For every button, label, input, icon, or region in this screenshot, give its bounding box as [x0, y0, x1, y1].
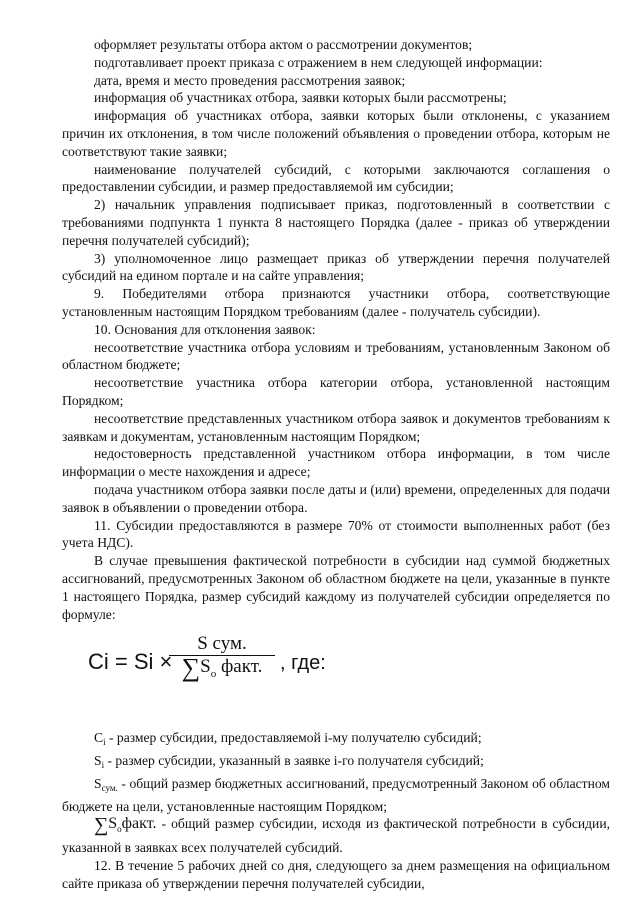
paragraph: несоответствие представленных участником отбора заявок и документов требованиям к заявкам и документам, установленным настоящим Порядком; — [62, 410, 610, 444]
document-page — [62, 36, 610, 893]
paragraph: несоответствие участника отбора категории отбора, установленной настоящим Порядком; — [62, 375, 610, 408]
paragraph: 9. Победителями отбора признаются участники отбора, соответствующие установленным настоящим Порядком требованиям (далее - получатель субсидии). — [62, 286, 610, 319]
paragraph: подготавливает проект приказа с отражением в нем следующей информации: — [94, 54, 543, 70]
formula-fraction — [167, 635, 277, 684]
formula-numerator: S сум. — [197, 633, 247, 655]
paragraph: 12. В течение 5 рабочих дней со дня, следующего за днем размещения на официальном сайте приказа об утверждении перечня получателей субсидии, — [62, 858, 610, 891]
formula-tail: , где: — [280, 652, 326, 675]
paragraph: 10. Основания для отклонения заявок: — [94, 321, 316, 337]
paragraph: 11. Субсидии предоставляются в размере 70% от стоимости выполненных работ (без учета НДС). — [62, 517, 610, 551]
paragraph: информация об участниках отбора, заявки которых были рассмотрены; — [94, 90, 507, 106]
legend-si: $S_i$ - размер субсидии, указанный в заявке i-го получателя субсидий; — [94, 753, 484, 771]
paragraph: несоответствие участника отбора условиям и требованиям, установленным Законом об областном бюджете; — [62, 339, 610, 373]
paragraph: информация об участниках отбора, заявки которых были отклонены, с указанием причин их отклонения, в том числе положений объявления о проведении отбора, которым не соответствуют такие заявки; — [62, 108, 610, 159]
legend-sum-fact: $\sum S_офакт$. - общий размер субсидии, исходя из фактической потребности в субсидии, указанной в заявках всех получателей субсидий. — [62, 814, 610, 856]
legend-ssum: $S_{сум.}$ - общий размер бюджетных ассигнований, предусмотренный Законом об областном бюджете на цели, установленные настоящим Порядком; — [62, 775, 610, 814]
paragraph: недостоверность представленной участником отбора информации, в том числе информации о месте нахождения и адресе; — [62, 446, 610, 480]
legend-ci: $C_i$ - размер субсидии, предоставляемой i-му получателю субсидий; — [94, 730, 482, 748]
paragraph: 3) уполномоченное лицо размещает приказ об утверждении перечня получателей субсидий на едином портале и на сайте управления; — [62, 250, 610, 284]
formula-lhs: Ci = Si × — [88, 649, 173, 675]
paragraph: В случае превышения фактической потребности в субсидии над суммой бюджетных ассигнований, предусмотренных Законом об областном бюджете на цели, указанные в пункте 1 настоящего Порядка, размер субсидий каждому из получателей субсидии определяется по формуле: — [62, 553, 610, 622]
subsidy-formula — [62, 629, 610, 721]
sigma-symbol: ∑ — [181, 653, 201, 683]
paragraph: подача участником отбора заявки после даты и (или) времени, определенных для подачи заявок в объявлении о проведении отбора. — [62, 481, 610, 515]
paragraph: оформляет результаты отбора актом о рассмотрении документов; — [94, 37, 473, 52]
paragraph: наименование получателей субсидий, с которыми заключаются соглашения о предоставлении субсидии, и размер предоставляемой им субсидии; — [62, 161, 610, 195]
paragraph: дата, время и место проведения рассмотрения заявок; — [94, 72, 406, 88]
paragraph: 2) начальник управления подписывает приказ, подготовленный в соответствии с требованиями подпункта 1 пункта 8 настоящего Порядка (далее - приказ об утверждении перечня получателей субсидий); — [62, 197, 610, 248]
sigma-symbol: ∑ — [94, 814, 109, 837]
formula-denominator: $\sum S_о$ факт. — [181, 653, 263, 683]
